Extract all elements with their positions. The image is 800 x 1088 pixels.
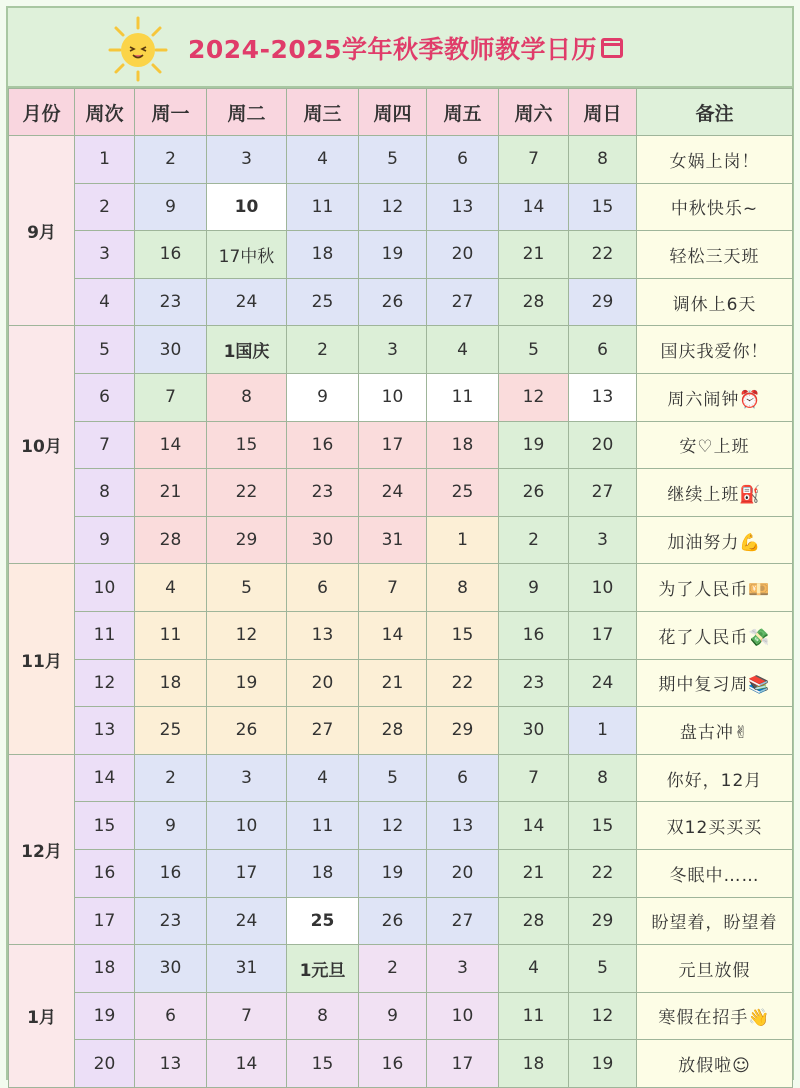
day-cell: 12 <box>499 373 569 421</box>
day-cell: 15 <box>569 802 637 850</box>
day-cell: 19 <box>499 421 569 469</box>
week-row <box>9 1040 793 1088</box>
day-cell: 12 <box>207 611 287 659</box>
day-cell: 27 <box>427 897 499 945</box>
day-cell: 11 <box>287 802 359 850</box>
day-cell: 14 <box>359 611 427 659</box>
day-cell: 8 <box>427 564 499 612</box>
week-row <box>9 373 793 421</box>
day-cell: 28 <box>499 278 569 326</box>
week-row <box>9 611 793 659</box>
week-number-cell: 5 <box>75 326 135 374</box>
day-cell: 13 <box>287 611 359 659</box>
day-cell: 21 <box>499 231 569 279</box>
day-cell: 28 <box>359 707 427 755</box>
day-cell: 1元旦 <box>287 945 359 993</box>
day-cell: 29 <box>569 897 637 945</box>
day-cell: 24 <box>207 897 287 945</box>
day-cell: 3 <box>207 136 287 184</box>
day-cell: 7 <box>499 136 569 184</box>
day-cell: 28 <box>499 897 569 945</box>
day-cell: 22 <box>569 231 637 279</box>
note-cell: 女娲上岗！ <box>637 136 793 184</box>
day-cell: 23 <box>499 659 569 707</box>
note-cell: 调休上6天 <box>637 278 793 326</box>
day-cell: 19 <box>359 849 427 897</box>
month-cell: 11月 <box>9 564 75 754</box>
day-cell: 8 <box>569 136 637 184</box>
week-row <box>9 136 793 184</box>
week-number-cell: 6 <box>75 373 135 421</box>
day-cell: 11 <box>427 373 499 421</box>
week-number-cell: 20 <box>75 1040 135 1088</box>
day-cell: 13 <box>135 1040 207 1088</box>
day-cell: 7 <box>207 992 287 1040</box>
day-cell: 9 <box>135 183 207 231</box>
day-cell: 13 <box>427 802 499 850</box>
day-cell: 11 <box>287 183 359 231</box>
day-cell: 27 <box>569 469 637 517</box>
week-number-cell: 19 <box>75 992 135 1040</box>
header-mon: 周一 <box>135 89 207 136</box>
day-cell: 10 <box>207 802 287 850</box>
day-cell: 17中秋 <box>207 231 287 279</box>
day-cell: 20 <box>427 849 499 897</box>
day-cell: 21 <box>135 469 207 517</box>
day-cell: 27 <box>427 278 499 326</box>
note-cell: 轻松三天班 <box>637 231 793 279</box>
note-cell: 双12买买买 <box>637 802 793 850</box>
sun-icon <box>98 14 178 84</box>
day-cell: 21 <box>499 849 569 897</box>
day-cell: 8 <box>569 754 637 802</box>
note-cell: 你好，12月 <box>637 754 793 802</box>
note-cell: 花了人民币💸 <box>637 611 793 659</box>
day-cell: 9 <box>499 564 569 612</box>
day-cell: 6 <box>287 564 359 612</box>
week-number-cell: 18 <box>75 945 135 993</box>
day-cell: 29 <box>427 707 499 755</box>
day-cell: 16 <box>359 1040 427 1088</box>
day-cell: 3 <box>359 326 427 374</box>
note-cell: 国庆我爱你！ <box>637 326 793 374</box>
day-cell: 25 <box>427 469 499 517</box>
day-cell: 26 <box>359 897 427 945</box>
calendar-page <box>6 6 794 1080</box>
week-number-cell: 2 <box>75 183 135 231</box>
day-cell: 22 <box>569 849 637 897</box>
day-cell: 25 <box>287 897 359 945</box>
day-cell: 9 <box>135 802 207 850</box>
calendar-body <box>9 136 793 1088</box>
month-cell: 1月 <box>9 945 75 1088</box>
day-cell: 12 <box>359 183 427 231</box>
week-row <box>9 754 793 802</box>
day-cell: 10 <box>427 992 499 1040</box>
day-cell: 2 <box>135 754 207 802</box>
day-cell: 7 <box>135 373 207 421</box>
day-cell: 4 <box>135 564 207 612</box>
day-cell: 7 <box>499 754 569 802</box>
day-cell: 5 <box>359 136 427 184</box>
day-cell: 31 <box>207 945 287 993</box>
day-cell: 11 <box>499 992 569 1040</box>
day-cell: 27 <box>287 707 359 755</box>
day-cell: 30 <box>135 945 207 993</box>
week-row <box>9 992 793 1040</box>
day-cell: 7 <box>359 564 427 612</box>
day-cell: 1 <box>427 516 499 564</box>
note-cell: 继续上班⛽ <box>637 469 793 517</box>
day-cell: 28 <box>135 516 207 564</box>
month-cell: 12月 <box>9 754 75 944</box>
note-cell: 中秋快乐~ <box>637 183 793 231</box>
day-cell: 15 <box>427 611 499 659</box>
week-row <box>9 469 793 517</box>
week-row <box>9 183 793 231</box>
day-cell: 9 <box>287 373 359 421</box>
note-cell: 期中复习周📚 <box>637 659 793 707</box>
teaching-calendar-table <box>8 88 793 1088</box>
header-tue: 周二 <box>207 89 287 136</box>
week-row <box>9 659 793 707</box>
day-cell: 6 <box>427 754 499 802</box>
day-cell: 25 <box>287 278 359 326</box>
day-cell: 30 <box>135 326 207 374</box>
week-row <box>9 707 793 755</box>
note-cell: 寒假在招手👋 <box>637 992 793 1040</box>
week-number-cell: 3 <box>75 231 135 279</box>
day-cell: 23 <box>287 469 359 517</box>
day-cell: 24 <box>569 659 637 707</box>
month-cell: 9月 <box>9 136 75 326</box>
day-cell: 5 <box>569 945 637 993</box>
week-row <box>9 278 793 326</box>
calendar-icon <box>601 38 623 58</box>
day-cell: 17 <box>569 611 637 659</box>
day-cell: 6 <box>427 136 499 184</box>
week-number-cell: 4 <box>75 278 135 326</box>
day-cell: 26 <box>207 707 287 755</box>
day-cell: 2 <box>287 326 359 374</box>
day-cell: 18 <box>135 659 207 707</box>
day-cell: 17 <box>359 421 427 469</box>
day-cell: 15 <box>569 183 637 231</box>
day-cell: 20 <box>427 231 499 279</box>
week-row <box>9 897 793 945</box>
day-cell: 16 <box>135 231 207 279</box>
day-cell: 8 <box>207 373 287 421</box>
day-cell: 14 <box>207 1040 287 1088</box>
day-cell: 5 <box>499 326 569 374</box>
header-thu: 周四 <box>359 89 427 136</box>
day-cell: 2 <box>499 516 569 564</box>
note-cell: 盼望着，盼望着 <box>637 897 793 945</box>
header-sun: 周日 <box>569 89 637 136</box>
day-cell: 30 <box>499 707 569 755</box>
day-cell: 29 <box>207 516 287 564</box>
day-cell: 20 <box>569 421 637 469</box>
day-cell: 20 <box>287 659 359 707</box>
note-cell: 盘古冲✌ <box>637 707 793 755</box>
page-title: 2024-2025学年秋季教师教学日历 <box>188 28 623 68</box>
week-row <box>9 849 793 897</box>
week-number-cell: 13 <box>75 707 135 755</box>
note-cell: 为了人民币💴 <box>637 564 793 612</box>
week-number-cell: 17 <box>75 897 135 945</box>
note-cell: 冬眠中…… <box>637 849 793 897</box>
day-cell: 19 <box>207 659 287 707</box>
day-cell: 14 <box>499 183 569 231</box>
week-number-cell: 15 <box>75 802 135 850</box>
day-cell: 17 <box>207 849 287 897</box>
header-week: 周次 <box>75 89 135 136</box>
day-cell: 1 <box>569 707 637 755</box>
day-cell: 16 <box>287 421 359 469</box>
day-cell: 8 <box>287 992 359 1040</box>
day-cell: 11 <box>135 611 207 659</box>
week-number-cell: 1 <box>75 136 135 184</box>
day-cell: 22 <box>427 659 499 707</box>
day-cell: 13 <box>569 373 637 421</box>
day-cell: 3 <box>569 516 637 564</box>
day-cell: 29 <box>569 278 637 326</box>
note-cell: 加油努力💪 <box>637 516 793 564</box>
day-cell: 2 <box>359 945 427 993</box>
day-cell: 16 <box>135 849 207 897</box>
day-cell: 4 <box>287 754 359 802</box>
note-cell: 周六闹钟⏰ <box>637 373 793 421</box>
day-cell: 18 <box>499 1040 569 1088</box>
header-month: 月份 <box>9 89 75 136</box>
day-cell: 18 <box>427 421 499 469</box>
day-cell: 15 <box>207 421 287 469</box>
day-cell: 15 <box>287 1040 359 1088</box>
header-sat: 周六 <box>499 89 569 136</box>
day-cell: 9 <box>359 992 427 1040</box>
day-cell: 22 <box>207 469 287 517</box>
header-fri: 周五 <box>427 89 499 136</box>
day-cell: 13 <box>427 183 499 231</box>
day-cell: 6 <box>135 992 207 1040</box>
week-row <box>9 945 793 993</box>
day-cell: 21 <box>359 659 427 707</box>
week-number-cell: 12 <box>75 659 135 707</box>
week-row <box>9 802 793 850</box>
note-cell: 放假啦☺ <box>637 1040 793 1088</box>
day-cell: 4 <box>499 945 569 993</box>
day-cell: 30 <box>287 516 359 564</box>
week-number-cell: 7 <box>75 421 135 469</box>
week-number-cell: 14 <box>75 754 135 802</box>
day-cell: 4 <box>427 326 499 374</box>
day-cell: 5 <box>207 564 287 612</box>
week-row <box>9 516 793 564</box>
day-cell: 1国庆 <box>207 326 287 374</box>
week-number-cell: 16 <box>75 849 135 897</box>
day-cell: 23 <box>135 278 207 326</box>
day-cell: 19 <box>359 231 427 279</box>
day-cell: 18 <box>287 231 359 279</box>
month-cell: 10月 <box>9 326 75 564</box>
day-cell: 26 <box>359 278 427 326</box>
day-cell: 18 <box>287 849 359 897</box>
day-cell: 5 <box>359 754 427 802</box>
title-banner <box>8 8 792 88</box>
day-cell: 24 <box>359 469 427 517</box>
day-cell: 10 <box>359 373 427 421</box>
note-cell: 安♡上班 <box>637 421 793 469</box>
week-row <box>9 564 793 612</box>
day-cell: 24 <box>207 278 287 326</box>
day-cell: 3 <box>427 945 499 993</box>
day-cell: 10 <box>207 183 287 231</box>
day-cell: 25 <box>135 707 207 755</box>
day-cell: 10 <box>569 564 637 612</box>
day-cell: 4 <box>287 136 359 184</box>
day-cell: 16 <box>499 611 569 659</box>
day-cell: 12 <box>569 992 637 1040</box>
week-row <box>9 326 793 374</box>
day-cell: 19 <box>569 1040 637 1088</box>
day-cell: 3 <box>207 754 287 802</box>
day-cell: 26 <box>499 469 569 517</box>
week-number-cell: 11 <box>75 611 135 659</box>
week-row <box>9 231 793 279</box>
header-wed: 周三 <box>287 89 359 136</box>
week-number-cell: 10 <box>75 564 135 612</box>
note-cell: 元旦放假 <box>637 945 793 993</box>
day-cell: 6 <box>569 326 637 374</box>
day-cell: 12 <box>359 802 427 850</box>
week-row <box>9 421 793 469</box>
week-number-cell: 8 <box>75 469 135 517</box>
day-cell: 14 <box>499 802 569 850</box>
header-row <box>9 89 793 136</box>
day-cell: 23 <box>135 897 207 945</box>
header-notes: 备注 <box>637 89 793 136</box>
day-cell: 31 <box>359 516 427 564</box>
day-cell: 17 <box>427 1040 499 1088</box>
day-cell: 2 <box>135 136 207 184</box>
day-cell: 14 <box>135 421 207 469</box>
week-number-cell: 9 <box>75 516 135 564</box>
